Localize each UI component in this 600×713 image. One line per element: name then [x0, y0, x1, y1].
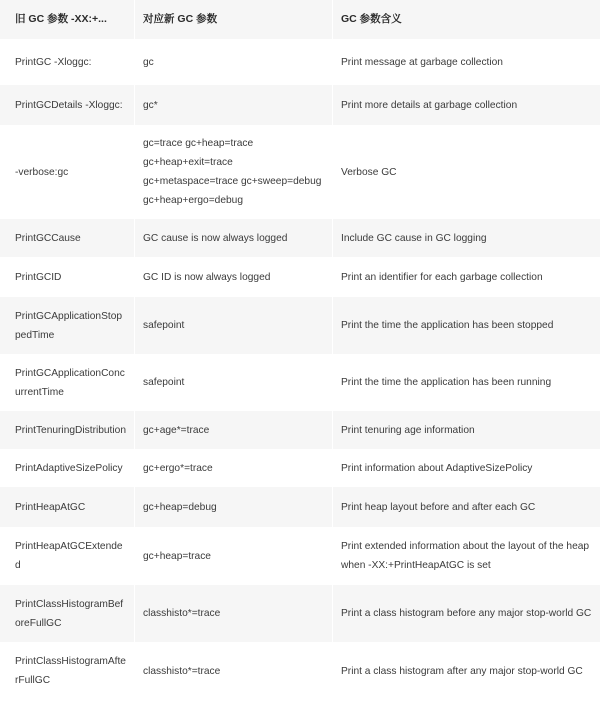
- table-row: [0, 585, 600, 642]
- table-row: [0, 297, 600, 354]
- new-param-lines: [143, 229, 287, 248]
- table-row: [0, 449, 600, 487]
- meaning-cell: Include GC cause in GC logging: [341, 232, 487, 244]
- new-param-lines: [143, 459, 213, 478]
- new-param-cell: [135, 39, 333, 85]
- meaning-cell: Print an identifier for each garbage collection: [341, 271, 543, 283]
- old-param-cell: PrintGCDetails -Xloggc:: [0, 85, 135, 125]
- meaning-cell: Print information about AdaptiveSizePolicy: [341, 462, 533, 474]
- meaning-cell: Print extended information about the layout of the heap when -XX:+PrintHeapAtGC is set: [341, 541, 590, 571]
- new-param-line: gc+ergo*=trace: [143, 462, 213, 474]
- new-param-cell: [135, 411, 333, 449]
- new-param-line: classhisto*=trace: [143, 665, 221, 677]
- new-param-lines: [143, 268, 270, 287]
- table-row: [0, 411, 600, 449]
- meaning-cell: Print tenuring age information: [341, 424, 475, 436]
- new-param-cell: [135, 297, 333, 354]
- new-param-line: GC ID is now always logged: [143, 271, 271, 283]
- table-header-row: [0, 0, 600, 39]
- new-param-lines: [143, 53, 154, 72]
- meaning-cell: Print more details at garbage collection: [341, 99, 518, 111]
- new-param-cell: [135, 85, 333, 125]
- new-param-lines: [143, 662, 220, 681]
- old-param-cell: PrintGCCause: [0, 219, 135, 257]
- new-param-line: gc+heap+exit=trace: [143, 157, 233, 168]
- new-param-cell: [135, 219, 333, 257]
- new-param-lines: [143, 498, 217, 517]
- new-param-cell: [135, 585, 333, 642]
- table-row: [0, 642, 600, 700]
- new-param-lines: [143, 373, 184, 392]
- meaning-cell: Print the time the application has been running: [341, 377, 552, 388]
- table-row: [0, 39, 600, 85]
- new-param-line: gc+metaspace=trace gc+sweep=debug: [143, 176, 322, 187]
- table-row: [0, 219, 600, 257]
- new-param-cell: [135, 354, 333, 411]
- table-row: [0, 85, 600, 125]
- old-param-cell: PrintGCApplicationConcurrentTime: [0, 354, 135, 411]
- new-param-lines: [143, 134, 321, 210]
- meaning-cell: Print the time the application has been stopped: [341, 320, 554, 331]
- old-param-cell: PrintClassHistogramBeforeFullGC: [0, 585, 135, 642]
- old-param-cell: PrintHeapAtGCExtended: [0, 527, 135, 585]
- new-param-lines: [143, 316, 184, 335]
- new-param-line: classhisto*=trace: [143, 608, 221, 619]
- new-param-cell: [135, 449, 333, 487]
- new-param-cell: [135, 527, 333, 585]
- new-param-lines: [143, 96, 158, 115]
- meaning-cell: Print message at garbage collection: [341, 56, 503, 68]
- new-param-lines: [143, 547, 211, 566]
- new-param-cell: [135, 125, 333, 219]
- table-row: [0, 354, 600, 411]
- meaning-cell: Print heap layout before and after each GC: [341, 501, 536, 513]
- old-param-cell: PrintGCID: [0, 257, 135, 297]
- new-param-line: gc+heap=trace: [143, 550, 211, 562]
- new-param-line: safepoint: [143, 377, 185, 388]
- table-body: [0, 39, 600, 700]
- new-param-line: gc+age*=trace: [143, 424, 210, 436]
- new-param-line: GC cause is now always logged: [143, 232, 288, 244]
- meaning-cell: Print a class histogram after any major stop-world GC: [341, 665, 583, 677]
- meaning-cell: Print a class histogram before any major stop-world GC: [341, 608, 592, 619]
- meaning-cell: Verbose GC: [341, 166, 397, 178]
- old-param-cell: PrintHeapAtGC: [0, 487, 135, 527]
- new-param-cell: [135, 487, 333, 527]
- old-param-cell: PrintTenuringDistribution: [0, 411, 135, 449]
- table-row: [0, 527, 600, 585]
- new-param-line: gc=trace gc+heap=trace: [143, 138, 254, 149]
- new-param-line: gc+heap=debug: [143, 501, 217, 513]
- new-param-line: gc+heap+ergo=debug: [143, 195, 243, 206]
- table-row: [0, 257, 600, 297]
- table-row: [0, 487, 600, 527]
- new-param-lines: [143, 421, 209, 440]
- new-param-cell: [135, 257, 333, 297]
- old-param-cell: PrintAdaptiveSizePolicy: [0, 449, 135, 487]
- new-param-cell: [135, 642, 333, 700]
- new-param-lines: [143, 604, 220, 623]
- old-param-cell: PrintClassHistogramAfterFullGC: [0, 642, 135, 700]
- new-param-line: safepoint: [143, 320, 185, 331]
- new-param-line: gc: [143, 56, 154, 68]
- header-meaning: GC 参数含义: [341, 13, 402, 25]
- old-param-cell: PrintGCApplicationStoppedTime: [0, 297, 135, 354]
- header-new-param: 对应新 GC 参数: [135, 0, 333, 39]
- old-param-cell: PrintGC -Xloggc:: [0, 39, 135, 85]
- old-param-cell: -verbose:gc: [0, 125, 135, 219]
- table-row: [0, 125, 600, 219]
- new-param-line: gc*: [143, 99, 158, 111]
- header-old-param: 旧 GC 参数 -XX:+...: [0, 0, 135, 39]
